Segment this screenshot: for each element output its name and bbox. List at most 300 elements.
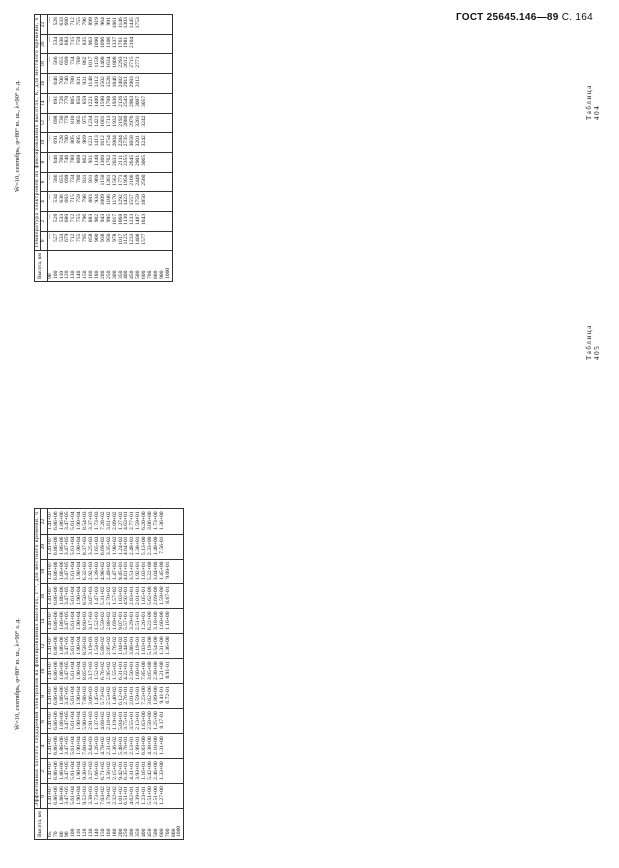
table-cell-value: 3.61+02 [105,511,112,530]
table-cell-value: 798 [82,194,89,203]
table-cell-value: 1.57+02 [111,586,118,606]
table-cell-value: 712 [70,213,77,223]
table-cell-value: 1.86+06 [58,761,65,780]
table-cell-value: 1.69+02 [111,611,118,631]
table-cell-value: 1.33+00 [158,761,165,780]
table-cell-value: 2715 [129,56,136,68]
table-cell-value: 1445 [129,17,136,29]
table-cell-value: 1.45+00 [158,561,165,581]
table-cell-value: 3.06+00 [146,511,153,530]
table-cell-value: 1.99+01 [135,736,142,755]
table-cell-value: 646 [52,154,59,164]
value-column [47,54,172,74]
table-cell-value: 5.48+01 [117,736,124,755]
table-cell-value: 680 [64,213,71,223]
table-cell-value: 883 [88,213,95,223]
table-cell-value: 740 [64,76,71,85]
table-cell-value: 950 [105,233,112,242]
hour-header: 22 [41,15,47,35]
table-cell-value: 2911 [123,76,130,88]
table-cell-value: 1.03+01 [141,636,148,655]
table-cell-value: 6.86+06 [52,511,59,530]
table-cell-value: 679 [64,233,71,242]
table-cell-value: 6.83+00 [141,736,148,755]
table-cell-value [177,786,183,806]
table-cell-value: 1.90+04 [76,786,83,805]
table-cell-value: 2033 [111,154,118,167]
table-cell-value: — [46,135,53,141]
hour-header: 2 [41,759,47,784]
table-cell-value: 1400 [93,95,100,108]
hour-header: 14 [41,609,47,634]
altitude-value: 110 [76,828,83,837]
table-cell-value: 3.35+02 [105,536,112,556]
table-cell-value: 1413 [93,135,100,147]
table-cell-value: 2.01+01 [135,586,142,606]
table-cell-value: 3058 [129,135,136,147]
table-cell-value: 1.90+04 [76,636,83,655]
table-cell-value: 527 [52,233,59,242]
value-column [47,211,172,231]
table-cell-value: — [46,95,53,102]
hour-header: 10 [41,133,47,153]
hour-header: 12 [41,634,47,659]
table-cell-value: 6.86+06 [52,536,59,556]
table-cell-value: 796 [82,213,89,223]
table-cell-value: 2482 [117,76,124,88]
table-cell-value: 683 [64,194,71,203]
table-cell-value: — [46,213,53,220]
table-cell-value: 1708 [105,95,112,108]
table-cell-value: 2.33+00 [146,536,153,556]
table-cell-value: 9.30+03 [82,761,89,780]
table-cell-value: 1612 [99,135,106,147]
value-column [47,133,172,153]
table-cell-value: 5.90+03 [82,711,89,730]
table-cell-value: 3.65+00 [146,661,153,680]
table-cell-value: 1312 [93,76,100,88]
table-cell-value: 1528 [105,76,112,88]
page-header [456,12,593,23]
table-405 [34,508,184,840]
table-cell-value: 2.95+02 [105,661,112,680]
table-cell-value: 712 [70,17,77,26]
table-cell-value: 1.41+07 [46,761,53,780]
table-cell-value: 6.22+00 [146,611,153,631]
table-cell-value: 1423 [123,194,130,206]
table-cell-value: 1601 [99,115,106,127]
table-cell-value: 8.91-01 [164,661,171,679]
hour-header: 20 [41,534,47,559]
table-cell-value: 796 [82,17,89,26]
altitude-value: 1000 [164,267,171,279]
table-cell-value: 7.56-01 [158,536,165,554]
table-404-title: W̄=10, сентябрь, φ=80° ю. ш., λ=90° з. д. [14,80,21,192]
altitude-value: 130 [88,828,95,837]
table-cell-value: 770 [64,95,71,105]
table-cell-value: 2355 [123,154,130,167]
altitude-value: 600 [141,270,148,279]
table-cell-value: 2.84+03 [88,736,95,755]
table-cell-value: 963 [88,36,95,46]
table-cell-value: 919 [93,17,100,26]
table-cell-value: 8.65+03 [82,661,89,680]
table-cell-value: 5.04+01 [117,711,124,730]
table-cell-value: 1.90+04 [76,611,83,631]
table-cell-value: 1.76+02 [111,636,118,655]
table-cell-value: 943 [99,213,106,223]
value-column [47,659,183,684]
table-cell-value: 862 [82,56,89,65]
table-cell-value: 6.32+03 [82,561,89,581]
table-405-title: W̄=10, сентябрь, φ=80° ю. ш., λ=90° з. д. [14,618,21,730]
table-cell-value: 691 [52,95,59,105]
table-cell-value: 2.38+00 [152,661,159,680]
table-cell-value: 1.60+00 [158,611,165,631]
table-cell-value: 1.41+07 [46,561,53,581]
table-cell-value: 2645 [129,154,136,167]
table-cell-value: 734 [70,56,77,65]
table-cell-value: 1.38+01 [135,536,142,556]
table-cell-value: 931 [82,76,89,85]
altitude-value: 200 [117,828,124,837]
hour-header: 4 [41,192,47,212]
value-column [47,113,172,133]
altitude-value: 300 [111,270,118,279]
altitude-value: 70 [52,831,59,837]
table-cell-value: 4.62+01 [129,786,136,805]
table-cell-value: 5.61+04 [70,761,77,780]
table-cell-value: 2.32+02 [111,786,118,805]
table-cell-value: 1.59+01 [135,686,142,705]
table-cell-value: 712 [70,233,77,242]
table-cell-value: 1096 [99,36,106,49]
table-cell-value: 5.19+00 [146,636,153,655]
table-cell-value: 3.47+05 [64,511,71,530]
table-cell-value [166,76,172,91]
table-cell-value: 1.90+04 [76,536,83,556]
table-cell-value: 1487 [135,213,142,226]
table-cell-value: 1.36+00 [158,511,165,530]
table-cell-value: 1.40+02 [111,686,118,705]
table-cell-value: 1.47+02 [111,561,118,581]
table-cell-value: 795 [82,233,89,242]
table-cell-value: 780 [76,174,83,183]
table-cell-value: 1590 [99,95,106,108]
table-cell-value: 1.90+04 [76,711,83,730]
table-cell-value: 3.75+01 [123,711,130,730]
table-cell-value: 755 [76,233,83,242]
table-cell-value: 8.37+03 [82,536,89,556]
table-cell-value: 4.38+00 [146,736,153,755]
table-cell-value: 1170 [111,194,118,206]
table-cell-value: 805 [70,95,77,105]
table-cell-value: 1.59+00 [158,586,165,606]
table-cell-value: 1009 [99,194,106,206]
table-cell-value: 1.41+07 [46,736,53,755]
table-cell-value: 899 [88,17,95,26]
table-cell-value: 1.16+00 [164,611,171,631]
table-cell-value: 831 [82,174,89,183]
table-cell-value: 3.29+01 [129,611,136,631]
page-number: С. 164 [561,12,593,23]
table-cell-value: 700 [58,154,65,164]
altitude-value: 450 [129,270,136,279]
altitude-header: Высота, км [35,251,48,282]
table-cell-value: 3.47+05 [64,611,71,631]
table-cell-value: 1.26+03 [93,736,100,755]
table-cell-value: 8.17-01 [158,711,165,729]
table-cell-value: 991 [105,17,112,26]
table-cell-value [177,611,183,631]
table-cell-value: 1.86+06 [58,786,65,805]
table-cell-value: 1.90+04 [76,561,83,581]
value-column [47,734,183,759]
hour-header: 4 [41,734,47,759]
altitude-value: 700 [164,828,171,837]
table-cell-value: 1.86+06 [58,586,65,606]
table-cell-value: 1.73+03 [93,786,100,805]
value-column [47,634,183,659]
table-cell-value: 780 [70,154,77,164]
altitude-value: 300 [129,828,136,837]
table-cell-value: 2.77+01 [129,511,136,530]
table-cell-value: 6.71+02 [99,761,106,780]
table-cell-value: 1.89+00 [152,686,159,705]
altitude-value: 90 [64,831,71,837]
table-cell-value: 534 [52,36,59,46]
table-cell-value: 3.19+03 [88,636,95,655]
value-column [47,759,183,784]
table-cell-value: 3201 [135,135,142,147]
altitude-value: 110 [58,270,65,279]
value-column [47,231,172,251]
altitude-value: 600 [158,828,165,837]
table-cell-value: 5.62+00 [146,586,153,606]
table-cell-value: 715 [70,194,77,203]
table-cell-value: 1.90+02 [111,536,118,556]
table-cell-value: 964 [99,17,106,26]
table-cell-value: 3.17+03 [88,661,95,680]
table-cell-value: 1090 [93,36,100,49]
table-cell-value: 3.54+00 [152,636,159,655]
table-cell-value: 1.41+07 [46,586,53,606]
table-cell-value: 3057 [141,95,148,108]
table-cell-value: 5.61+04 [70,686,77,705]
table-cell-value: 9.42+01 [117,761,124,780]
table-cell-value: 3.47+05 [64,761,71,780]
table-cell-value: 2901 [135,154,142,167]
altitude-value: 900 [158,270,165,279]
table-cell-value: 995 [105,213,112,223]
altitude-value: 80 [58,831,65,837]
table-cell-value: 726 [58,95,65,105]
table-cell-value: 7.85+00 [141,661,148,680]
table-cell-value: 1.86+06 [58,536,65,556]
altitude-value: 120 [82,828,89,837]
altitude-value: 200 [99,270,106,279]
table-cell-value: 1.23+01 [141,786,148,805]
table-cell-value: 7.23+00 [141,686,148,705]
altitude-value: 400 [123,270,130,279]
table-cell-value: 1292 [117,194,124,206]
table-cell-value: 1360 [99,154,106,167]
table-cell-value: 1146 [117,17,124,29]
table-cell-value: 1.86+06 [58,636,65,655]
table-cell-value: 1.03+01 [141,561,148,581]
table-cell-value: 1.54+03 [93,636,100,655]
table-cell-value: 6.86+06 [52,761,59,780]
table-cell-value: 1.27+00 [158,786,165,805]
altitude-value: 140 [93,828,100,837]
table-cell-value: 2.49+02 [105,561,112,581]
table-cell-value: 2.95+02 [105,636,112,655]
table-cell-value: 2.91+03 [88,711,95,730]
table-cell-value: 2.18+02 [105,711,112,730]
table-cell-value: 1.24+02 [117,536,124,556]
altitude-value: 150 [99,828,106,837]
table-cell-value: 1361 [105,174,112,186]
value-column [47,609,183,634]
table-row [47,15,172,282]
table-404 [34,14,173,282]
table-cell-value: 3.27+03 [88,761,95,780]
table-cell-value: 2.70+02 [105,586,112,606]
table-cell-value [166,135,172,150]
table-cell-value: 2735 [123,135,130,147]
table-cell-value: 4.63+01 [123,511,130,530]
table-cell-value: 5.44+01 [123,636,130,655]
altitude-value: 700 [146,270,153,279]
table-cell-value: 7.03+02 [99,786,106,805]
table-cell-value: 3201 [135,115,142,127]
table-cell-value: 3.37+03 [88,511,95,530]
altitude-value: 130 [70,270,77,279]
table-cell-value: 780 [64,135,71,144]
table-cell-value: 7.28+02 [99,511,106,530]
altitude-value: 500 [152,828,159,837]
table-cell-value: 1.86+06 [58,661,65,680]
table-cell-value [177,711,183,731]
table-cell-value: 2.09+02 [111,511,118,530]
table-cell-value: 1.86+06 [58,611,65,631]
table-cell-value: 4.78+02 [99,736,106,755]
table-cell-value: 1850 [141,194,148,206]
table-cell-value: 975 [82,115,89,124]
table-cell-value: 2.13+01 [135,711,142,730]
table-cell-value: 1932 [111,115,118,127]
table-cell-value: 8.54+03 [82,511,89,530]
table-cell-value: 1.25+00 [152,711,159,730]
table-cell-value: 5.61+04 [70,636,77,655]
table-cell-value: 931 [88,174,95,183]
table-subtitle: Эффективная частота соударений электронов на фиксированных высотах, с⁻¹, для местного времени, ч [35,509,41,809]
hour-header: 12 [41,113,47,133]
table-cell-value: 1808 [111,56,118,68]
table-cell-value: 1.19+02 [111,711,118,730]
hour-header: 18 [41,559,47,584]
value-column [47,584,183,609]
table-cell-value: 2.48+01 [129,536,136,556]
table-cell-value: 1.41+07 [46,661,53,680]
table-cell-value: 1643 [141,213,148,226]
table-cell-value: 1713 [105,115,112,127]
table-cell-value: 3.17+03 [88,611,95,631]
header-row [35,509,41,840]
table-cell-value: 4.64+01 [123,536,130,556]
table-cell-value: 859 [82,95,89,105]
table-cell-value: 1.60+01 [135,661,142,680]
table-cell-value: 2004 [111,135,118,147]
table-cell-value: — [46,174,53,181]
hour-header: 6 [41,172,47,192]
table-cell-value: 3.04+00 [152,561,159,581]
table-cell-value: 5.61+04 [70,611,77,631]
table-cell-value: 1759 [135,194,142,206]
table-cell-value: 680 [64,17,71,26]
table-cell-value: 1.66+03 [93,761,100,780]
table-cell-value: 1958 [123,174,130,186]
table-cell-value: 858 [88,233,95,242]
table-cell-value [177,562,183,582]
hour-header: 16 [41,74,47,94]
table-cell-value: 3.47+05 [64,786,71,805]
value-column [47,559,183,584]
table-cell-value: 1017 [117,233,124,245]
table-cell-value: 3242 [141,115,148,127]
table-cell-value: 1.41+07 [46,686,53,705]
table-cell-value: 1148 [88,76,95,88]
table-cell-value: 759 [76,194,83,203]
table-cell-value: 808 [76,154,83,164]
table-cell-value: 1.01+02 [117,786,124,805]
table-cell-value: 1.47+03 [93,586,100,606]
table-cell-value: 2560 [141,174,148,186]
table-cell-value: 4.98+02 [99,561,106,581]
table-cell-value: 883 [88,194,95,203]
table-cell-value: 1.16+01 [141,761,148,780]
value-column [47,509,183,534]
table-cell-value: 3.55+01 [129,711,136,730]
table-cell-value: 1.90+04 [76,736,83,755]
table-cell-value: 2.46+00 [152,761,159,780]
table-cell-value: 2.92+03 [88,561,95,581]
table-cell-value: 3.47+05 [64,711,71,730]
table-cell-value: 698 [52,115,59,124]
table-cell-value: 835 [82,36,89,46]
table-cell-value: 1.90+04 [76,661,83,680]
table-cell-value: 3.47+05 [64,736,71,755]
table-cell-value: 4.68+02 [99,711,106,730]
table-cell-value: 2111 [117,154,124,166]
table-cell-value: 1.41+07 [46,536,53,556]
table-cell-value: 6.72-01 [164,686,171,704]
table-cell-value: 2976 [129,115,136,127]
table-cell-value [166,155,172,170]
table-cell-value: 1562 [111,174,118,186]
table-cell-value: 734 [70,174,77,183]
table-404-label: Таблица 404 [585,84,601,120]
standard-code: ГОСТ 25645.146—89 [455,12,559,23]
table-cell-value: 1234 [88,115,95,127]
table-cell-value: 5.61+04 [70,561,77,581]
table-cell-value: 6.31+01 [117,661,124,680]
table-cell-value: 1936 [111,95,118,108]
table-cell-value: 862 [82,154,89,164]
table-cell-value: 1634 [105,56,112,68]
table-cell-value: 715 [70,36,77,46]
table-cell-value: 969 [82,135,89,144]
